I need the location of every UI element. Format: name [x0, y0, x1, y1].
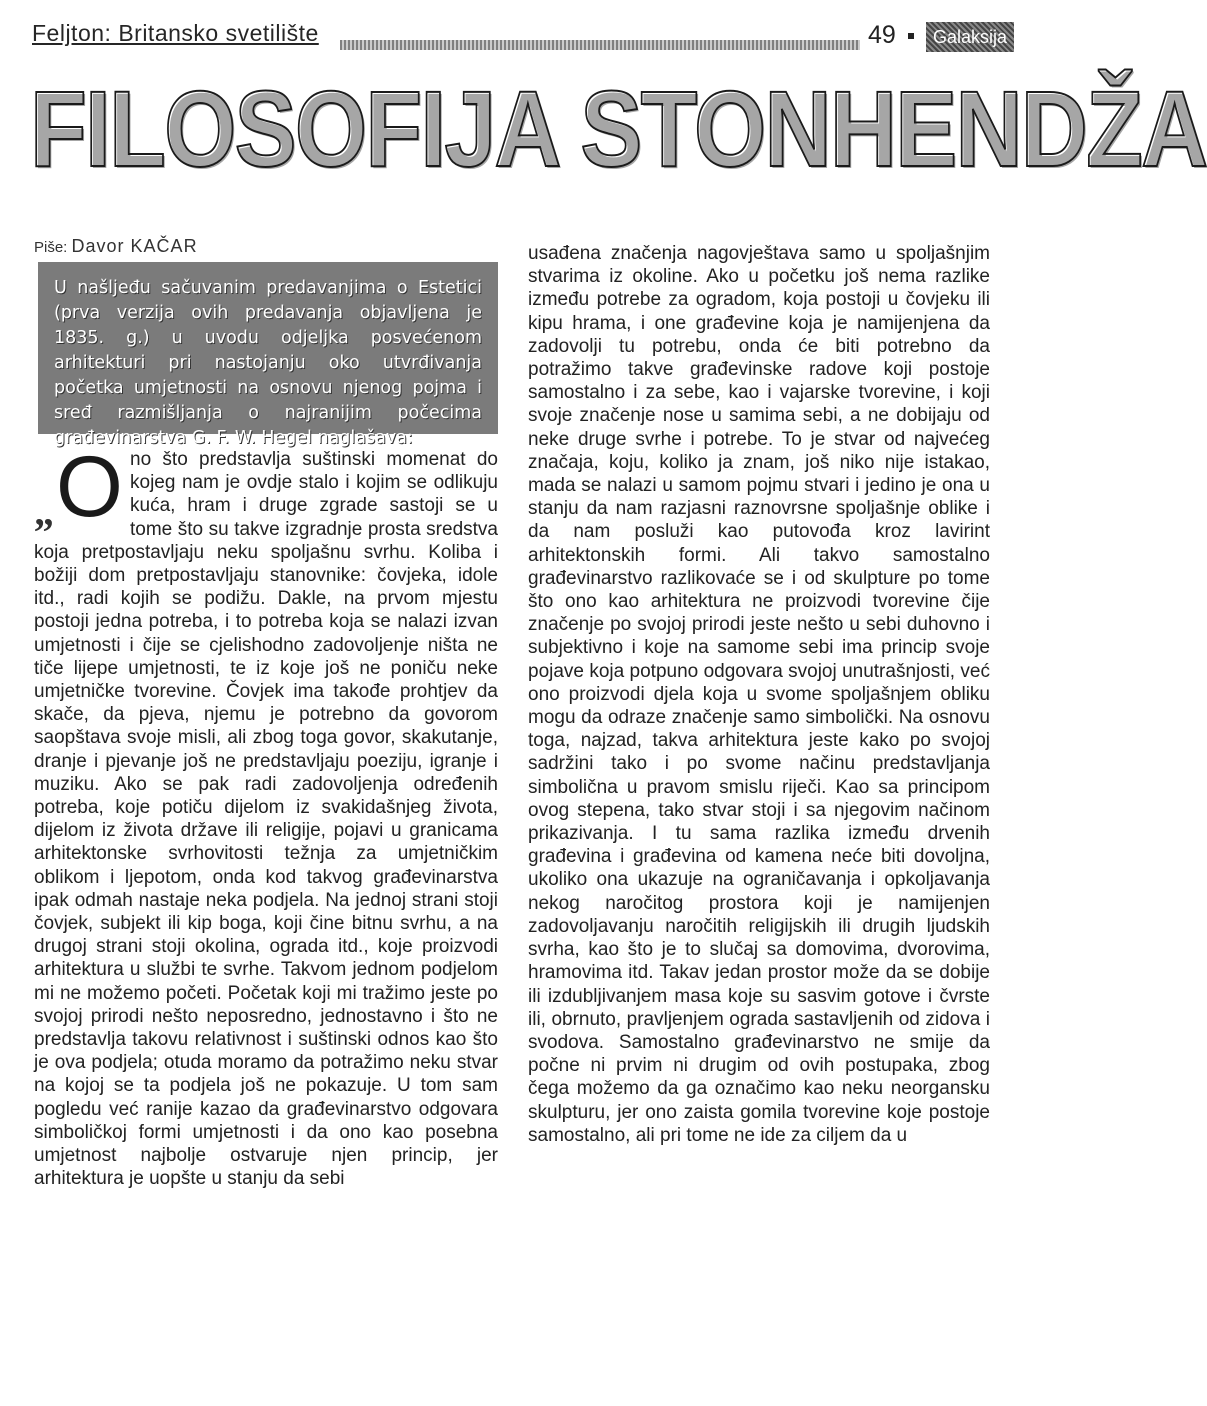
page-number: 49: [868, 21, 896, 49]
body-text-right: usađena značenja nagovještava samo u spoljašnjim stvarima iz okoline. Ako u početku još nema razlike između potrebe za ogradom, koja postoji u čovjeku ili kipu hrama, i one građevine koja je namijenjena da zadovolji tu potrebu, onda će biti potrebno da potražimo takve građevinske radove koji postoje samostalno i za sebe, kao i vajarske tvorevine, i koji svoje značenje nose u samima sebi, a ne dobijaju od neke druge svrhe i potrebe. To je stvar od najvećeg značaja, koju, koliko ja znam, još niko nije istakao, mada se nalazi u samom pojmu stvari i jedino je ona u stanju da nam razjasni raznovrsne spoljašnje oblike i da nam posluži kao putovođa kroz lavirint arhitektonskih formi. Ali takvo samostalno građevinarstvo razlikovaće se i od skulpture po tome što ono kao arhitektura ne proizvodi tvorevine čije značenje po svojoj prirodi jeste nešto u sebi duhovno i subjektivno i koje na samome sebi ima princip svoje pojave koja potpuno odgovara svojoj unutrašnjosti, već ono proizvodi djela koja u svome spoljašnjem obliku mogu da odraze značenje samo simbolički. Na osnovu toga, najzad, takva arhitektura jeste kako po svojoj sadržini tako i po svome načinu predstavljanja simbolična u pravom smislu riječi. Kao sa principom ovog stepena, tako stvar stoji i sa njegovim načinom prikazivanja. I tu sama razlika između drvenih građevina i građevina od kamena neće biti dovoljna, ukoliko ona ukazuje na ograničavanja i opkoljavanja nekog naročitog prostora koji je namijenjen zadovoljavanju naročitih religijskih ili drugih ljudskih svrha, kao što je to slučaj sa domovima, dvorovima, hramovima itd. Takav jedan prostor može da se dobije ili izdubljivanjem masa koje su sasvim gotove i čvrste ili, obrnuto, pravljenjem ograda sastavljenih od zidova i svodova. Samostalno građevinarstvo ne smije da počne ni prvim ni drugim od ovih postupaka, zbog čega možemo da ga označimo kao neku neorgansku skulpturu, jer ono zaista gomila tvorevine koje postoje samostalno, ali pri tome ne ide za ciljem da u: [528, 243, 990, 1146]
byline-prefix: Piše:: [34, 239, 68, 256]
lead-paragraph: U našljeđu sačuvanim predavanjima o Estetici (prva verzija ovih predavanja objavljena je 1835. g.) u uvodu odjeljka posvećenom arhitekturi pri nastojanju oko utvrđivanja početka umjetnosti na osnovu njenog pojma i sređ razmišljanja o najranijim počecima građevinarstva G. F. W. Hegel naglašava:: [38, 262, 498, 434]
bullet-icon: [908, 33, 914, 39]
section-title: Feljton: Britansko svetilište: [32, 20, 319, 46]
body-column-right: [528, 242, 990, 1147]
byline: [34, 236, 198, 257]
body-column-left: [34, 439, 498, 1191]
drop-cap: O: [56, 439, 123, 535]
page-header: [32, 20, 1008, 54]
magazine-name: Galaksija: [926, 22, 1014, 52]
header-rule: [340, 40, 860, 50]
article-title: FILOSOFIJA STONHENDŽA: [30, 68, 1207, 189]
body-text-left: no što predstavlja suštinski momenat do kojeg nam je ovdje stalo i kojim se odlikuju kuća, hram i druge zgrade sastoji se u tome što su takve izgradnje prosta sredstva koja pretpostavljaju neku spoljašnu svrhu. Koliba i božiji dom pretpostavljaju stanovnike: čovjeka, idole itd., radi kojih se podižu. Dakle, na prvom mjestu postoji jedna potreba, i to potreba koja se nalazi izvan umjetnosti i čije se cjelishodno zadovoljenje ništa ne tiče lijepe umjetnosti, te iz koje još ne poniču neke umjetničke tvorevine. Čovjek ima takođe prohtjev da skače, da pjeva, njemu je potrebno da govorom saopštava svoje misli, ali zbog toga govor, skakutanje, dranje i pjevanje još ne predstavljaju poeziju, igranje i muziku. Ako se pak radi zadovoljenja određenih potreba, koje potiču dijelom iz svakidašnjeg života, dijelom iz života države ili religije, pojavi u granicama arhitektonske svrhovitosti težnja za umjetničkim oblikom i ljepotom, onda kod takvog građevinarstva ipak odmah nastaje neka podjela. Na jednoj strani stoji čovjek, subjekt ili kip boga, koji čine bitnu svrhu, a na drugoj strani stoji okolina, ograda itd., koje proizvodi arhitektura u službi te svrhe. Takvom jednom podjelom mi ne možemo početi. Početak koji mi tražimo jeste po svojoj prirodi nešto neposredno, jednostavno i što ne predstavlja takovu relativnost i suštinski odnos kao što je ova podjela; otuda moramo da potražimo neku stvar na kojoj se ta podjela još ne pokazuje. U tom sam pogledu već ranije kazao da građevinarstvo odgovara simboličkoj formi umjetnosti i da ono kao posebna umjetnost najbolje ostvaruje njen princip, jer arhitektura je uopšte u stanju da sebi: [34, 449, 498, 1190]
drop-cap-block: [34, 439, 123, 538]
opening-quote-mark: „: [34, 489, 54, 534]
author-name: Davor KAČAR: [71, 236, 198, 256]
